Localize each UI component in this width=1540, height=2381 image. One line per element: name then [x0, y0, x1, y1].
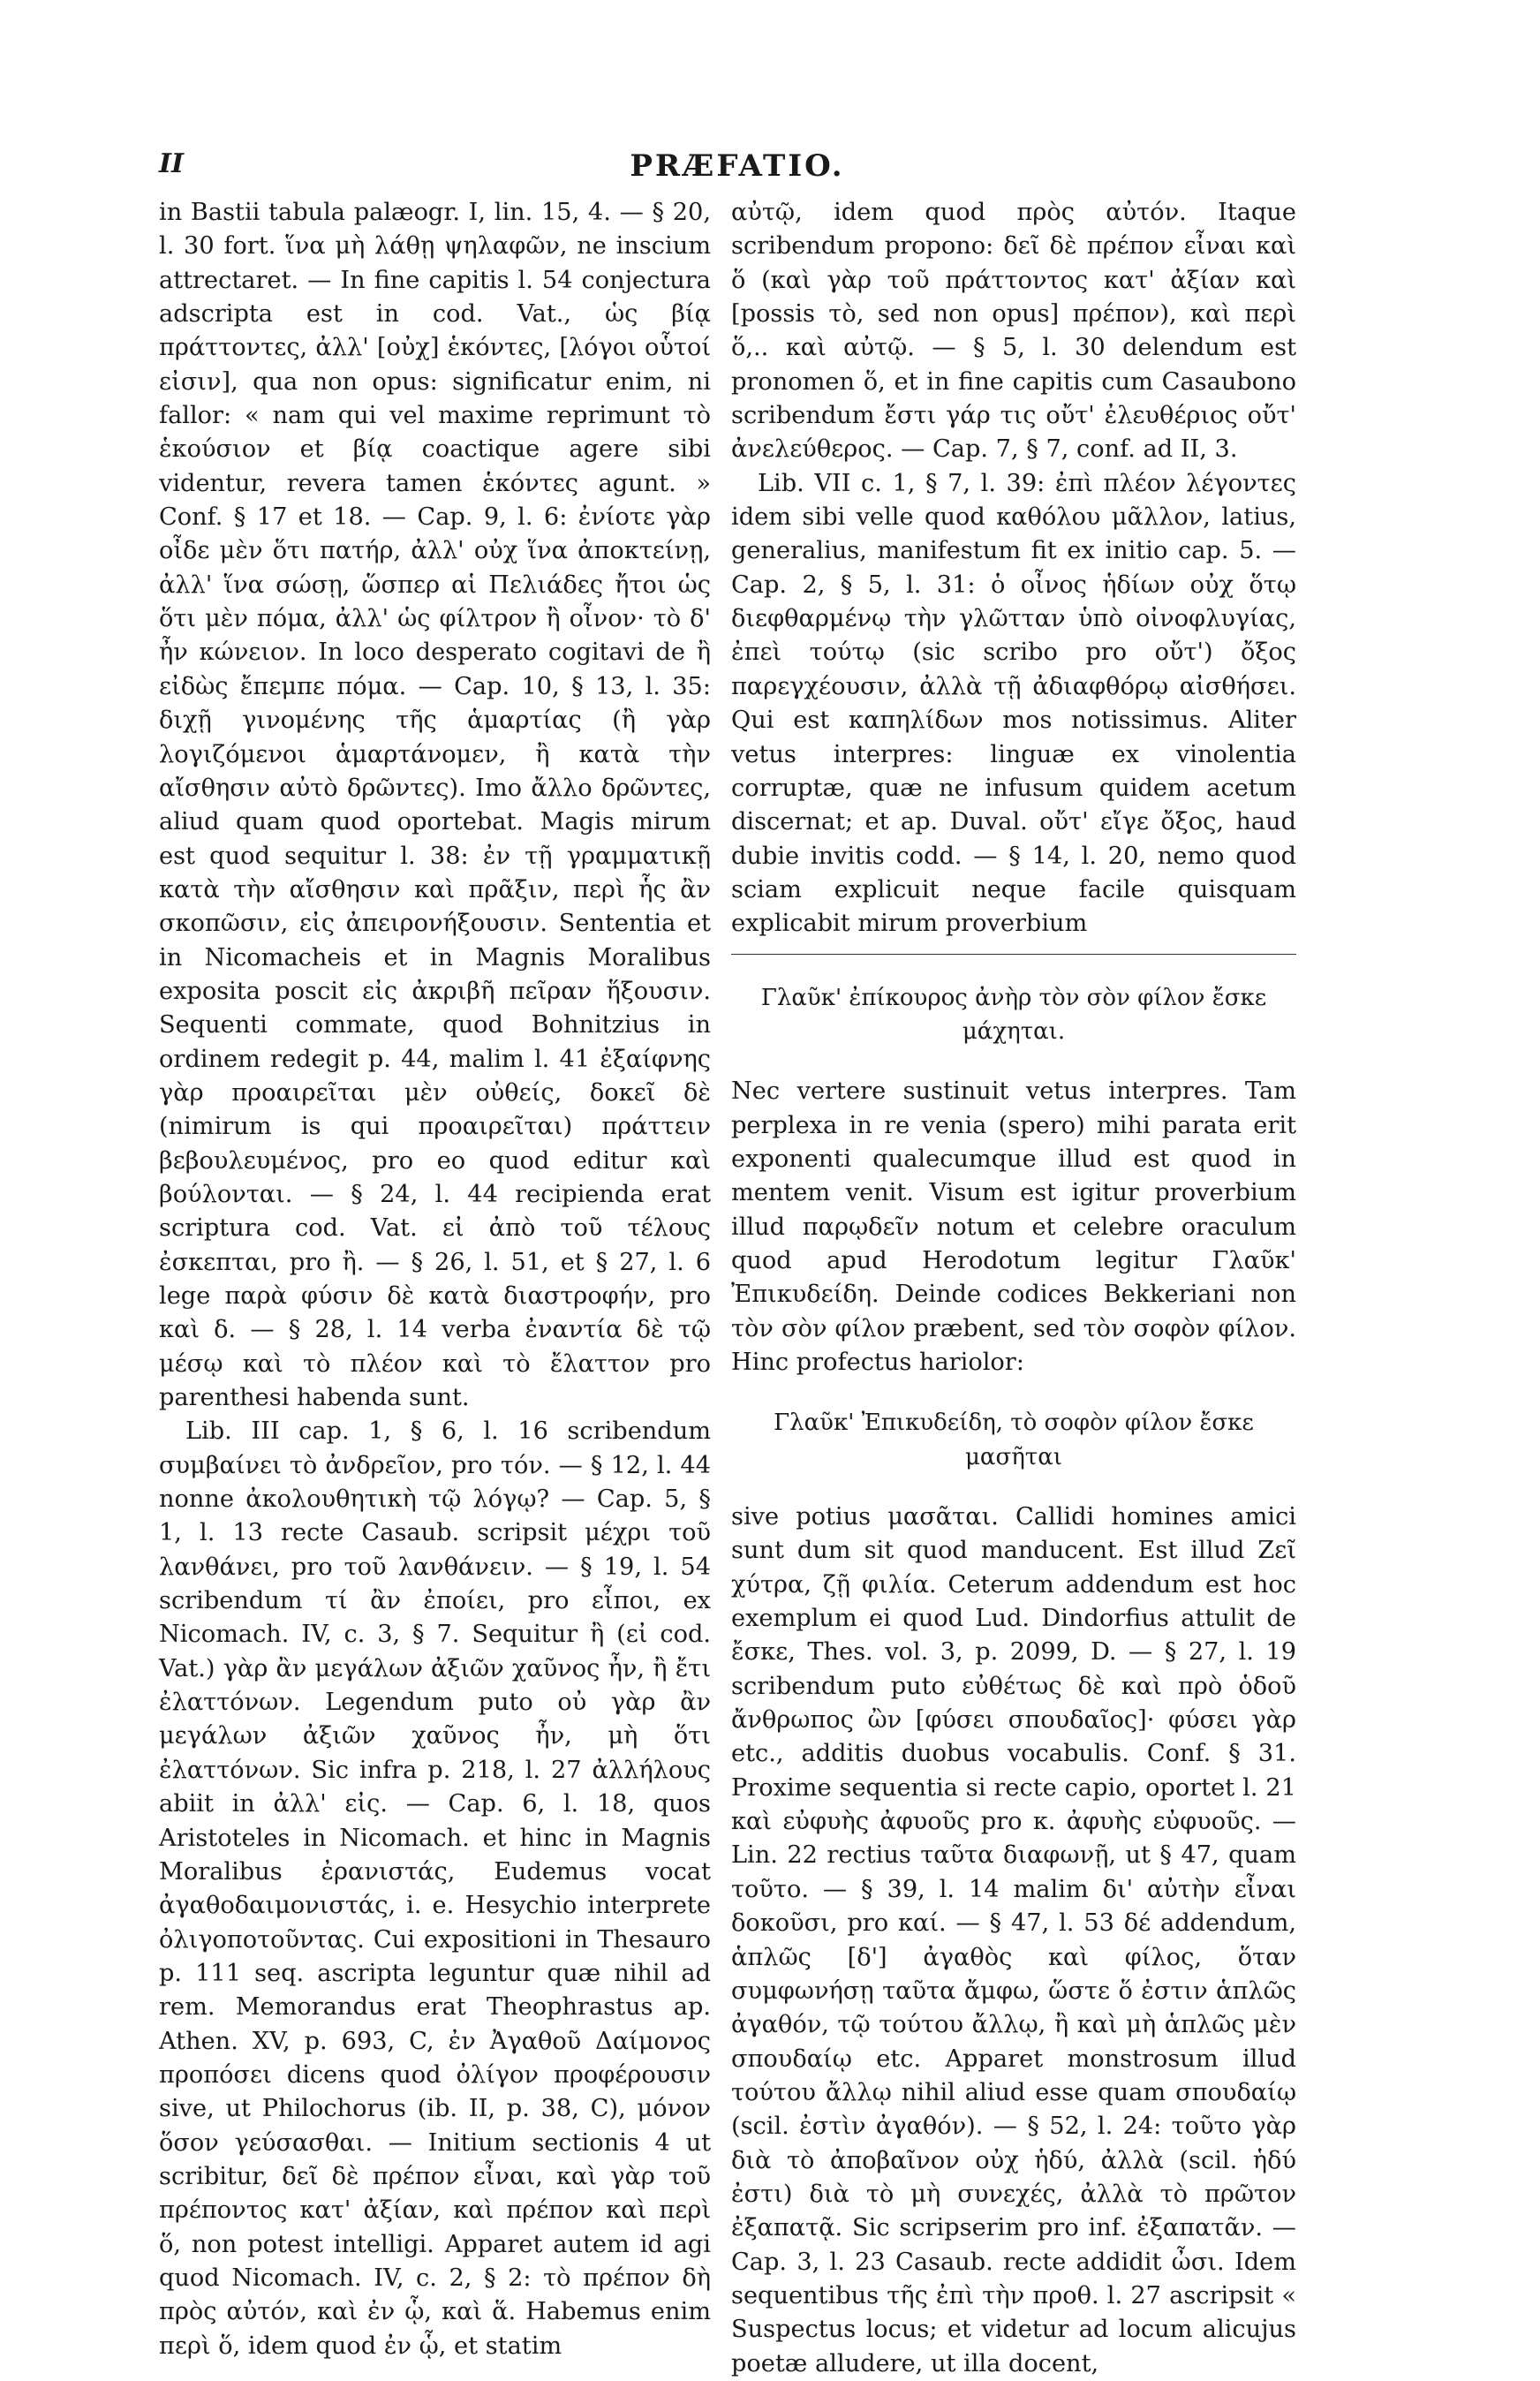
- right-paragraph-4: sive potius μασᾶται. Callidi homines amici sunt dum sit quod manducent. Est illud Ζεῖ χύτρα, ζῇ φιλία. Ceterum addendum est hoc exemplum ei quod Lud. Dindorfius attulit de ἔσκε, Thes. vol. 3, p. 2099, D. — § 27, l. 19 scribendum puto εὐθέτως δὲ καὶ πρὸ ὁδοῦ ἄνθρωπος ὢν [φύσει σπουδαῖος]· φύσει γὰρ etc., additis duobus vocabulis. Conf. § 31. Proxime sequentia si recte capio, oportet l. 21 καὶ εὐφυὴς ἀφυοῦς pro κ. ἀφυὴς εὐφυοῦς. — Lin. 22 rectius ταῦτα διαφωνῇ, ut § 47, quam τοῦτο. — § 39, l. 14 malim δι' αὐτὴν εἶναι δοκοῦσι, pro καί. — § 47, l. 53 δέ addendum, ἁπλῶς [δ'] ἀγαθὸς καὶ φίλος, ὅταν συμφωνήσῃ ταῦτα ἄμφω, ὥστε ὅ ἐστιν ἁπλῶς ἀγαθόν, τῷ τούτου ἄλλῳ, ἢ καὶ μὴ ἁπλῶς μὲν σπουδαίῳ etc. Apparet monstrosum illud τούτου ἄλλῳ nihil aliud esse quam σπουδαίῳ (scil. ἐστὶν ἀγαθόν). — § 52, l. 24: τοῦτο γὰρ διὰ τὸ ἀποβαῖνον οὐχ ἡδύ, ἀλλὰ (scil. ἡδύ ἐστι) διὰ τὸ μὴ συνεχές, ἀλλὰ τὸ πρῶτον ἐξαπατᾷ. Sic scripserim pro inf. ἐξαπατᾶν. — Cap. 3, l. 23 Casaub. recte addidit ὦσι. Idem sequentibus τῆς ἐπὶ τὴν προθ. l. 27 ascripsit « Suspectus locus; et videtur ad locum alicujus poetæ alludere, ut illa docent,: [731, 1503, 1296, 2377]
- right-paragraph-3: Nec vertere sustinuit vetus interpres. Tam perplexa in re venia (spero) mihi parata erit exponenti qualecumque illud est quod in mentem venit. Visum est igitur proverbium illud παρῳδεῖν notum et celebre oraculum quod apud Herodotum legitur Γλαῦκ' Ἐπικυδείδη. Deinde codices Bekkeriani non τὸν σὸν φίλον præbent, sed τὸν σοφὸν φίλον. Hinc profectus hariolor:: [731, 1077, 1296, 1376]
- divider: [731, 954, 1296, 955]
- proverb-verse-2: Γλαῦκ' Ἐπικυδείδη, τὸ σοφὸν φίλον ἔσκε μασῆται: [774, 1410, 1254, 1470]
- proverb-verse-1: Γλαῦκ' ἐπίκουρος ἀνὴρ τὸν σὸν φίλον ἔσκε μάχηται.: [760, 984, 1267, 1045]
- right-paragraph-1: αὐτῷ, idem quod πρὸς αὐτόν. Itaque scribendum propono: δεῖ δὲ πρέπον εἶναι καὶ ὅ (καὶ γὰρ τοῦ πράττοντος κατ' ἀξίαν καὶ [possis τὸ, sed non opus] πρέπον), καὶ περὶ ὅ,.. καὶ αὐτῷ. — § 5, l. 30 delendum est pronomen ὅ, et in fine capitis cum Casaubono scribendum ἔστι γάρ τις οὔτ' ἐλευθέριος οὔτ' ἀνελεύθερος. — Cap. 7, § 7, conf. ad II, 3.: [731, 199, 1296, 464]
- left-paragraph-1: in Bastii tabula palæogr. I, lin. 15, 4. — § 20, l. 30 fort. ἵνα μὴ λάθῃ ψηλαφῶν, ne inscium attrectaret. — In fine capitis l. 54 conjectura adscripta est in cod. Vat., ὡς βίᾳ πράττοντες, ἀλλ' [οὐχ] ἑκόντες, [λόγοι οὗτοί εἰσιν], qua non opus: significatur enim, ni fallor: « nam qui vel maxime reprimunt τὸ ἑκούσιον et βίᾳ coactique agere sibi videntur, revera tamen ἑκόντες agunt. » Conf. § 17 et 18. — Cap. 9, l. 6: ἐνίοτε γὰρ οἶδε μὲν ὅτι πατήρ, ἀλλ' οὐχ ἵνα ἀποκτείνῃ, ἀλλ' ἵνα σώσῃ, ὥσπερ αἱ Πελιάδες ἤτοι ὡς ὅτι μὲν πόμα, ἀλλ' ὡς φίλτρον ἢ οἶνον· τὸ δ' ἦν κώνειον. In loco desperato cogitavi de ἢ εἰδὼς ἔπεμπε πόμα. — Cap. 10, § 13, l. 35: διχῇ γινομένης τῆς ἁμαρτίας (ἢ γὰρ λογιζόμενοι ἁμαρτάνομεν, ἢ κατὰ τὴν αἴσθησιν αὐτὸ δρῶντες). Imo ἄλλο δρῶντες, aliud quam quod oportebat. Magis mirum est quod sequitur l. 38: ἐν τῇ γραμματικῇ κατὰ τὴν αἴσθησιν καὶ πρᾶξιν, περὶ ἧς ἂν σκοπῶσιν, εἰς ἀπειρονήξουσιν. Sententia et in Nicomacheis et in Magnis Moralibus exposita poscit εἰς ἀκριβῆ πεῖραν ἥξουσιν. Sequenti commate, quod Bohnitzius in ordinem redegit p. 44, malim l. 41 ἐξαίφνης γὰρ προαιρεῖται μὲν οὐθείς, δοκεῖ δὲ (nimirum is qui προαιρεῖται) πράττειν βεβουλευμένος, pro eo quod editur καὶ βούλονται. — § 24, l. 44 recipienda erat scriptura cod. Vat. εἰ ἀπὸ τοῦ τέλους ἐσκεπται, pro ἢ. — § 26, l. 51, et § 27, l. 6 lege παρὰ φύσιν δὲ κατὰ διαστροφήν, pro καὶ δ. — § 28, l. 14 verba ἐναντία δὲ τῷ μέσῳ καὶ τὸ πλέον καὶ τὸ ἔλαττον pro parenthesi habenda sunt.: [159, 199, 711, 1412]
- right-column: [731, 196, 1296, 2381]
- page-number: II: [159, 148, 185, 179]
- left-column: [159, 196, 711, 2363]
- header-title: PRÆFATIO.: [630, 148, 845, 184]
- running-head: [159, 148, 1316, 193]
- right-paragraph-2: Lib. VII c. 1, § 7, l. 39: ἐπὶ πλέον λέγοντες idem sibi velle quod καθόλου μᾶλλον, latius, generalius, manifestum fit ex initio cap. 5. — Cap. 2, § 5, l. 31: ὁ οἶνος ἡδίων οὐχ ὅτῳ διεφθαρμένῳ τὴν γλῶτταν ὑπὸ οἰνοφλυγίας, ἐπεὶ τούτῳ (sic scribo pro οὔτ') ὄξος παρεγχέουσιν, ἀλλὰ τῇ ἀδιαφθόρῳ αἰσθήσει. Qui est καπηλίδων mos notissimus. Aliter vetus interpres: linguæ ex vinolentia corruptæ, quæ ne infusum quidem acetum discernat; et ap. Duval. οὔτ' εἴγε ὄξος, haud dubie invitis codd. — § 14, l. 20, nemo quod sciam explicuit neque facile quisquam explicabit mirum proverbium: [731, 469, 1296, 938]
- left-paragraph-2: Lib. III cap. 1, § 6, l. 16 scribendum συμβαίνει τὸ ἀνδρεῖον, pro τόν. — § 12, l. 44 nonne ἀκολουθητικὴ τῷ λόγῳ? — Cap. 5, § 1, l. 13 recte Casaub. scripsit μέχρι τοῦ λανθάνει, pro τοῦ λανθάνειν. — § 19, l. 54 scribendum τί ἂν ἐποίει, pro εἶποι, ex Nicomach. IV, c. 3, § 7. Sequitur ἢ (εἰ cod. Vat.) γὰρ ἂν μεγάλων ἀξιῶν χαῦνος ἦν, ἢ ἔτι ἐλαττόνων. Legendum puto οὐ γὰρ ἂν μεγάλων ἀξιῶν χαῦνος ἦν, μὴ ὅτι ἐλαττόνων. Sic infra p. 218, l. 27 ἀλλήλους abiit in ἀλλ' εἰς. — Cap. 6, l. 18, quos Aristoteles in Nicomach. et hinc in Magnis Moralibus ἐρανιστάς, Eudemus vocat ἀγαθοδαιμονιστάς, i. e. Hesychio interprete ὀλιγοποτοῦντας. Cui expositioni in Thesauro p. 111 seq. ascripta leguntur quæ nihil ad rem. Memorandus erat Theophrastus ap. Athen. XV, p. 693, C, ἐν Ἀγαθοῦ Δαίμονος προπόσει dicens quod ὀλίγον προφέρουσιν sive, ut Philochorus (ib. II, p. 38, C), μόνον ὅσον γεύσασθαι. — Initium sectionis 4 ut scribitur, δεῖ δὲ πρέπον εἶναι, καὶ γὰρ τοῦ πρέποντος κατ' ἀξίαν, καὶ πρέπον καὶ περὶ ὅ, non potest intelligi. Apparet autem id agi quod Nicomach. IV, c. 2, § 2: τὸ πρέπον δὴ πρὸς αὐτόν, καὶ ἐν ᾧ, καὶ ἅ. Habemus enim περὶ ὅ, idem quod ἐν ᾧ, et statim: [159, 1417, 711, 2360]
